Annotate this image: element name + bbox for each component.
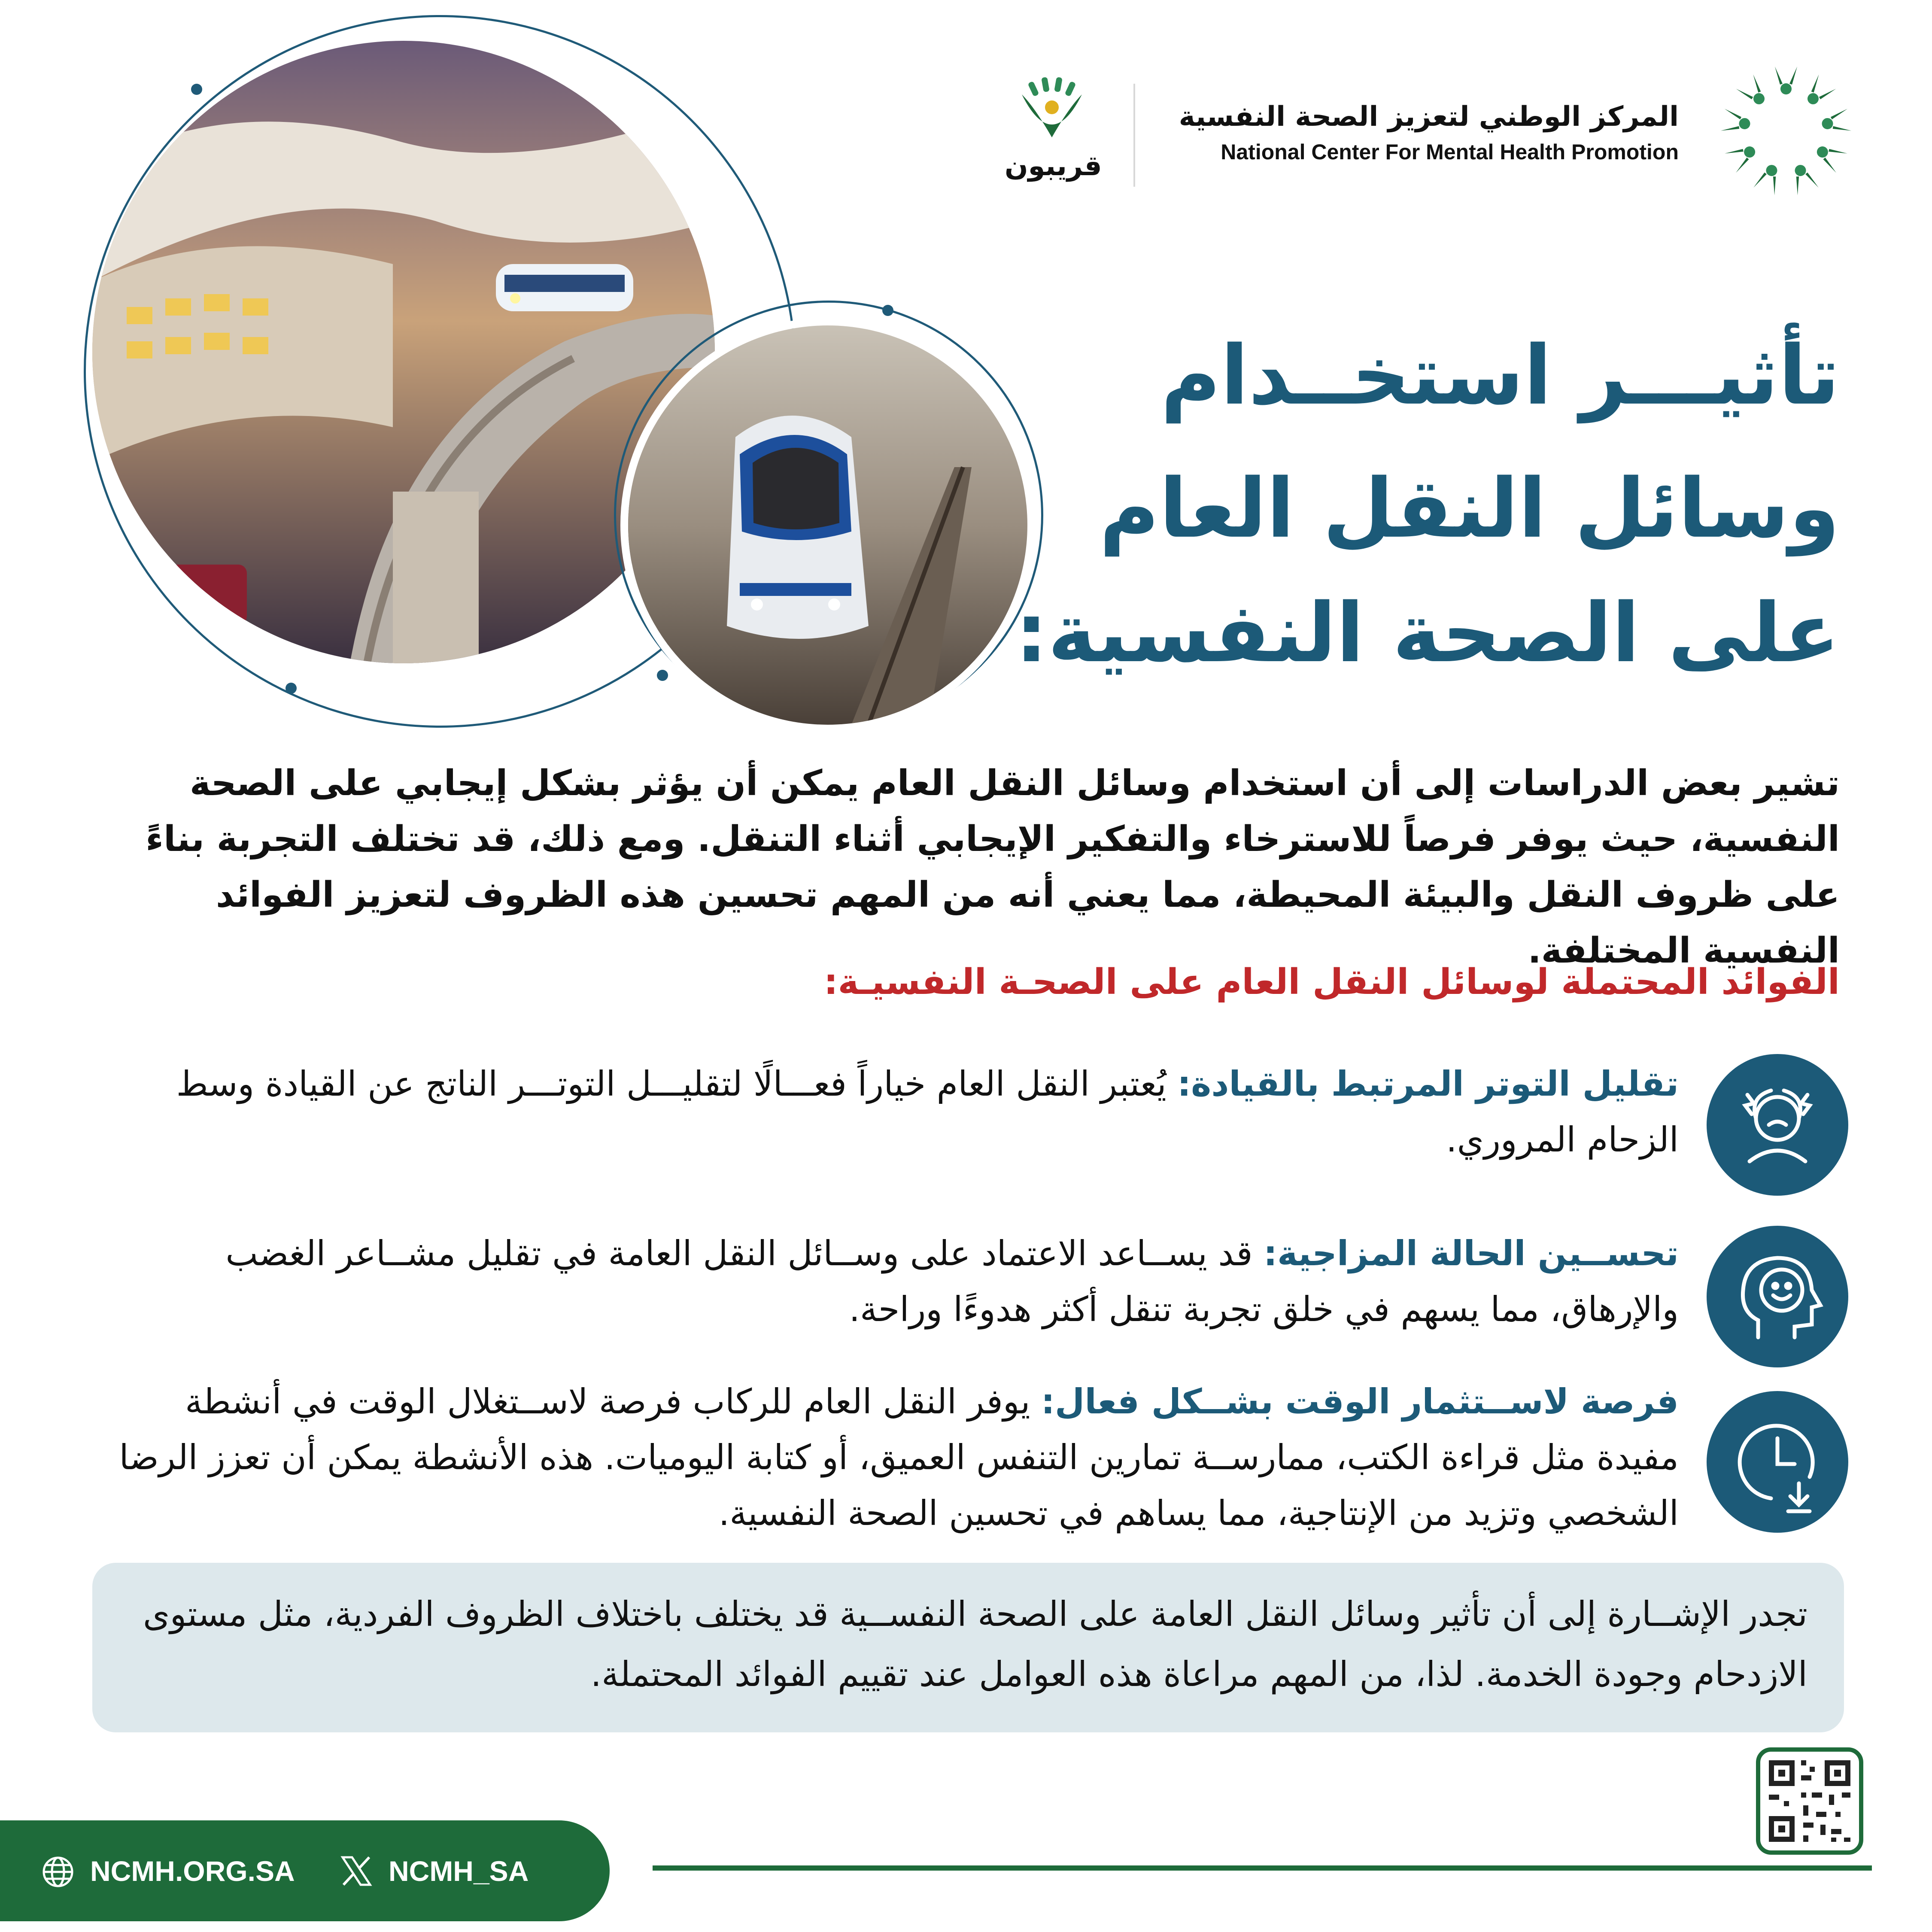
- website-link[interactable]: NCMH.ORG.SA: [90, 1855, 295, 1887]
- benefits-heading: الفوائد المحتملة لوسائل النقل العام على الصحـة النفسيـة:: [823, 962, 1840, 1002]
- ncmh-logo-icon: [1711, 56, 1861, 206]
- qareeboon-logo-icon: [1005, 77, 1099, 150]
- note-text: تجدر الإشــارة إلى أن تأثير وسائل النقل العامة على الصحة النفســية قد يختلف باختلاف الظروف الفردية، مثل مستوى الازدحام وجودة الخدمة. لذا، من المهم مراعاة هذه العوامل عند تقييم الفوائد المحتملة.: [143, 1594, 1807, 1694]
- title-line-2: وسائل النقل العام: [1099, 461, 1840, 556]
- benefit-item: [99, 1226, 1679, 1337]
- x-logo-icon: [339, 1854, 374, 1888]
- org-name-english: National Center For Mental Health Promotion: [1221, 140, 1679, 164]
- decorative-dot: [191, 84, 202, 95]
- globe-icon: [41, 1855, 75, 1889]
- decorative-dot: [882, 305, 893, 316]
- footer-divider-line: [653, 1865, 1872, 1871]
- org-name-arabic: المركز الوطني لتعزيز الصحة النفسية: [1179, 101, 1679, 133]
- benefit-description: قد يســاعد الاعتماد على وســائل النقل العامة في تقليل مشــاعر الغضب والإرهاق، مما يسهم في خلق تجربة تنقل أكثر هدوءًا وراحة.: [225, 1233, 1679, 1329]
- benefit-item: [99, 1374, 1679, 1541]
- decorative-dot: [657, 670, 668, 681]
- stressed-person-icon: [1707, 1054, 1848, 1196]
- title-line-1: تأثيـــر استخــدام: [1160, 328, 1840, 423]
- benefit-label: فرصة لاســتثمار الوقت بشــكل فعال:: [1041, 1382, 1679, 1422]
- intro-paragraph: تشير بعض الدراسات إلى أن استخدام وسائل النقل العام يمكن أن يؤثر بشكل إيجابي على الصحة النفسية، حيث يوفر فرصاً للاسترخاء والتفكير الإيجابي أثناء التنقل. ومع ذلك، قد تختلف التجربة بناءً على ظروف النقل والبيئة المحيطة، مما يعني أنه من المهم تحسين هذه الظروف لتعزيز الفوائد النفسية المختلفة.: [146, 763, 1840, 971]
- title-line-3: على الصحة النفسية:: [1015, 586, 1840, 680]
- benefit-item: [99, 1056, 1679, 1168]
- benefit-label: تحســين الحالة المزاجية:: [1264, 1233, 1679, 1273]
- head-smile-icon: [1707, 1226, 1848, 1367]
- x-handle-link[interactable]: NCMH_SA: [389, 1855, 529, 1887]
- clock-download-icon: [1707, 1391, 1848, 1533]
- header-divider: [1133, 84, 1135, 187]
- benefit-description: يوفر النقل العام للركاب فرصة لاســتغلال الوقت في أنشطة مفيدة مثل قراءة الكتب، ممارســة تمارين التنفس العميق، أو كتابة اليوميات. هذه الأنشطة يمكن أن تعزز الرضا الشخصي وتزيد من الإنتاجية، مما يساهم في تحسين الصحة النفسية.: [119, 1382, 1679, 1533]
- qareeboon-label: قريبون: [1005, 150, 1102, 182]
- qr-code-icon[interactable]: [1756, 1747, 1863, 1855]
- benefit-label: تقليل التوتر المرتبط بالقيادة:: [1177, 1064, 1679, 1104]
- benefit-description: يُعتبر النقل العام خياراً فعـــالًا لتقليـــل التوتـــر الناتج عن القيادة وسط الزحام المروري.: [176, 1064, 1679, 1160]
- decorative-dot: [286, 683, 297, 694]
- metro-train-photo: [620, 318, 1035, 732]
